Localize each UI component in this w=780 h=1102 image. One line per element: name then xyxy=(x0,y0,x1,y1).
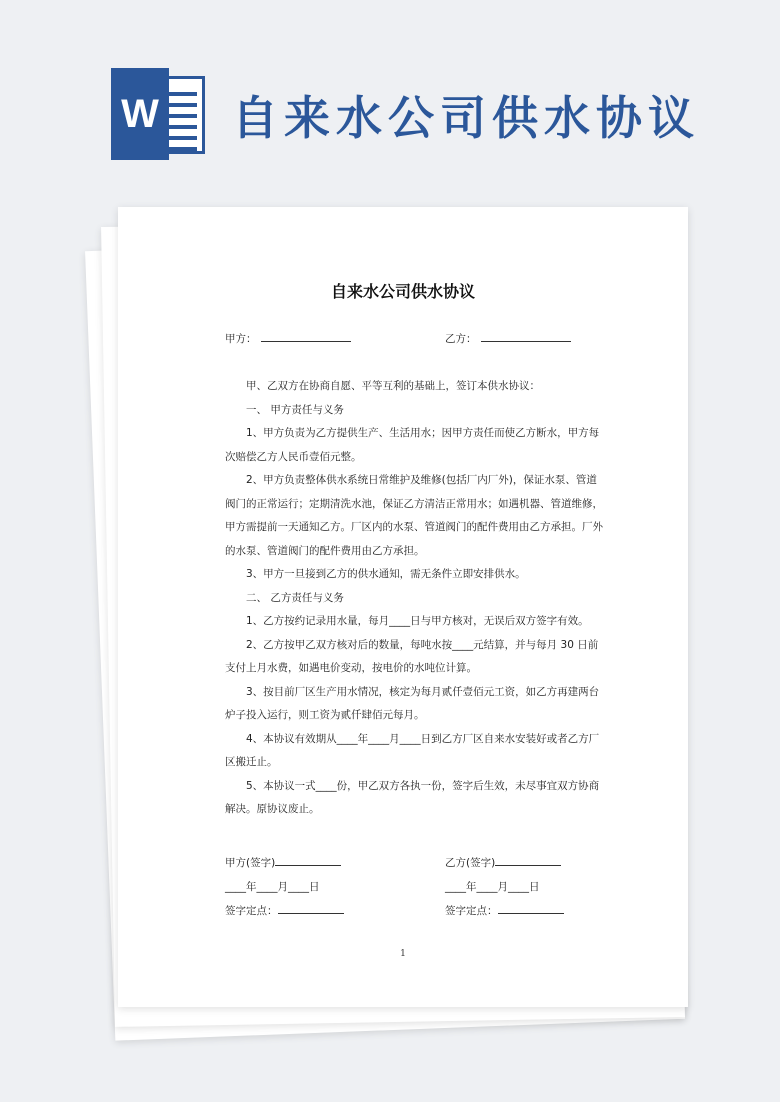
intro-paragraph: 甲、乙双方在协商自愿、平等互利的基础上，签订本供水协议： xyxy=(246,380,540,392)
agreement-body xyxy=(225,375,605,822)
party-a-place-blank xyxy=(278,901,344,914)
party-b-label: 乙方： xyxy=(445,333,477,345)
clause-b3: 3、按目前厂区生产用水情况，核定为每月贰仟壹佰元工资，如乙方再建两台炉子投入运行，则工资为贰仟肆佰元每月。 xyxy=(225,685,600,721)
party-b-blank xyxy=(481,329,571,342)
party-b-line xyxy=(445,329,571,346)
banner xyxy=(0,0,780,200)
party-b-sign-label: 乙方(签字) xyxy=(445,857,496,869)
clause-a2: 2、甲方负责整体供水系统日常维护及维修(包括厂内厂外)，保证水泵、管道阀门的正常运行；定期清洗水池，保证乙方清洁正常用水；如遇机器、管道维修，甲方需提前一天通知乙方。厂区内的水泵、管道阀门的配件费用由乙方承担。厂外的水泵、管道阀门的配件费用由乙方承担。 xyxy=(225,474,603,557)
signature-block-a xyxy=(225,851,344,923)
party-a-place-label: 签字定点： xyxy=(225,905,278,917)
clause-a1: 1、甲方负责为乙方提供生产、生活用水；因甲方责任而使乙方断水，甲方每次赔偿乙方人民币壹佰元整。 xyxy=(225,427,600,463)
party-a-blank xyxy=(261,329,351,342)
clause-b2: 2、乙方按甲乙双方核对后的数量，每吨水按____元结算，并与每月 30 日前支付上月水费，如遇电价变动，按电价的水吨位计算。 xyxy=(225,638,599,674)
party-a-sign-label: 甲方(签字) xyxy=(225,857,276,869)
document-title: 自来水公司供水协议 xyxy=(330,282,475,301)
clause-a3: 3、甲方一旦接到乙方的供水通知，需无条件立即安排供水。 xyxy=(246,568,526,580)
party-b-place-label: 签字定点： xyxy=(445,905,498,917)
clause-b5: 5、本协议一式____份，甲乙双方各执一份，签字后生效，未尽事宜双方协商解决。原协议废止。 xyxy=(225,779,600,815)
clause-b4: 4、本协议有效期从____年____月____日到乙方厂区自来水安装好或者乙方厂区搬迁止。 xyxy=(225,732,600,768)
party-b-date-line: ____年____月____日 xyxy=(445,881,540,893)
clause-b1: 1、乙方按约记录用水量，每月____日与甲方核对，无误后双方签字有效。 xyxy=(246,615,589,627)
party-a-sign-blank xyxy=(275,853,341,866)
party-b-sign-blank xyxy=(495,853,561,866)
word-icon: W xyxy=(111,68,207,160)
document-page xyxy=(118,207,688,1007)
page-number: 1 xyxy=(400,949,406,959)
banner-title: 自来水公司供水协议 xyxy=(232,91,700,145)
section-heading-b: 二、 乙方责任与义务 xyxy=(246,591,344,604)
section-heading-a: 一、 甲方责任与义务 xyxy=(246,403,344,416)
party-a-label: 甲方： xyxy=(225,333,257,345)
party-a-date-line: ____年____月____日 xyxy=(225,881,320,893)
party-b-place-blank xyxy=(498,901,564,914)
party-a-line xyxy=(225,329,351,346)
signature-block-b xyxy=(445,851,564,923)
